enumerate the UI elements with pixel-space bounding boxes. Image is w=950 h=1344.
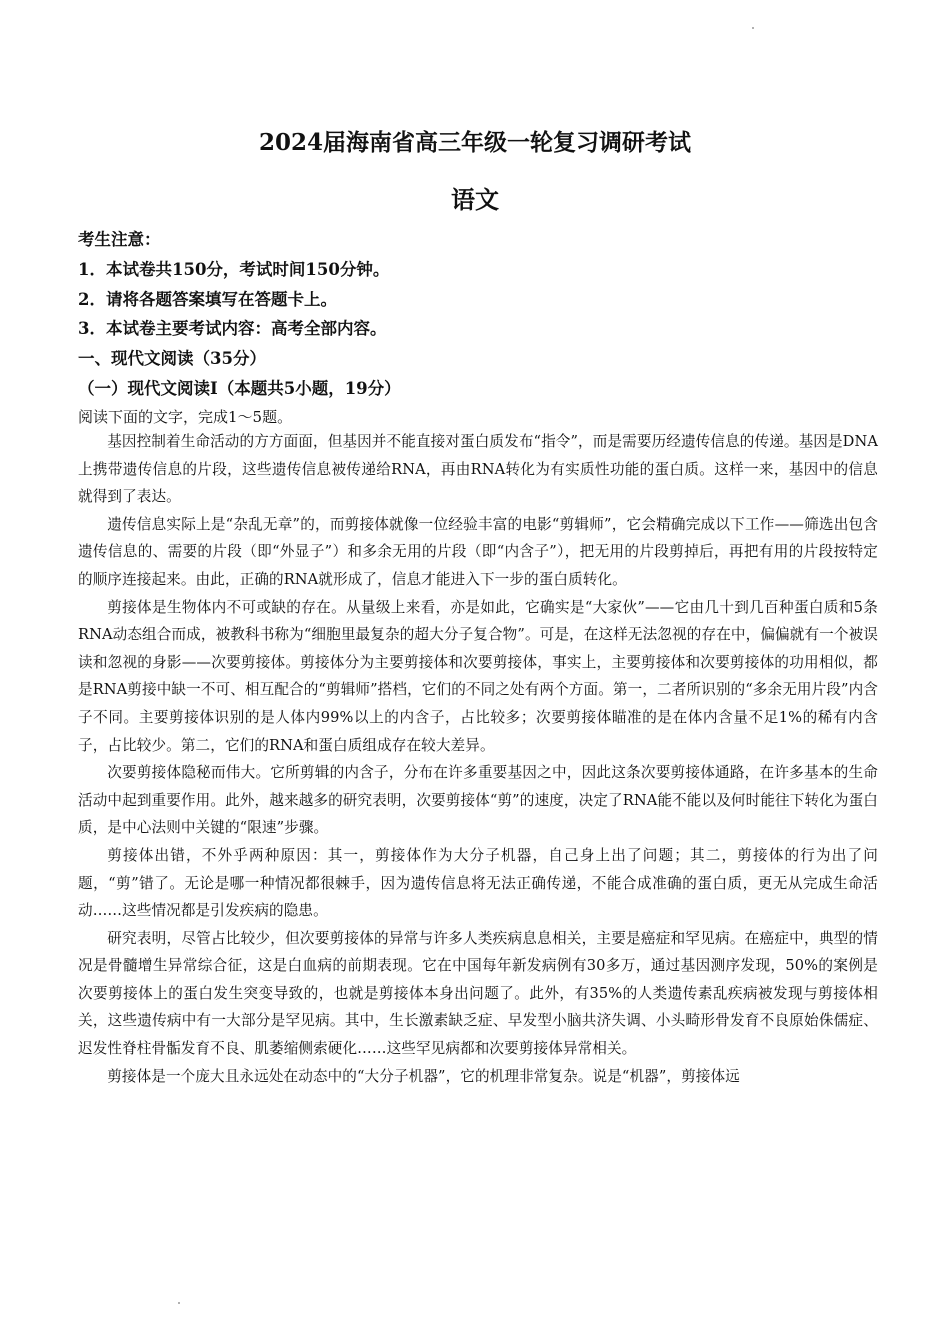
exam-title: 2024届海南省高三年级一轮复习调研考试 — [258, 129, 691, 156]
scan-dot — [752, 27, 754, 29]
reading-passage — [78, 428, 878, 1090]
passage-paragraph: 剪接体是一个庞大且永远处在动态中的“大分子机器”，它的机理非常复杂。说是“机器”，剪接体远 — [107, 1067, 740, 1085]
notice-block — [78, 225, 878, 431]
notice-heading: 考生注意： — [78, 230, 161, 249]
passage-paragraph: 基因控制着生命活动的方方面面，但基因并不能直接对蛋白质发布“指令”，而是需要历经遗传信息的传递。基因是DNA上携带遗传信息的片段，这些遗传信息被传递给RNA，再由RNA转化为有实质性功能的蛋白质。这样一来，基因中的信息就得到了表达。 — [78, 433, 878, 506]
section-title: 一、现代文阅读（35分） — [78, 349, 266, 369]
scan-dot — [178, 1302, 180, 1304]
notice-item: 2．请将各题答案填写在答题卡上。 — [78, 289, 337, 309]
exam-subject: 语文 — [451, 185, 499, 214]
passage-paragraph: 剪接体是生物体内不可或缺的存在。从量级上来看，亦是如此，它确实是“大家伙”——它由几十到几百种蛋白质和5条RNA动态组合而成，被教科书称为“细胞里最复杂的超大分子复合物”。可是，在这样无法忽视的存在中，偏偏就有一个被误读和忽视的身影——次要剪接体。剪接体分为主要剪接体和次要剪接体，事实上，主要剪接体和次要剪接体的功用相似，都是RNA剪接中缺一不可、相互配合的“剪辑师”搭档，它们的不同之处有两个方面。第一，二者所识别的“多余无用片段”内含子不同。主要剪接体识别的是人体内99%以上的内含子，占比较多；次要剪接体瞄准的是在体内含量不足1%的稀有内含子，占比较少。第二，它们的RNA和蛋白质组成存在较大差异。 — [78, 598, 878, 754]
section-subtitle: （一）现代文阅读I（本题共5小题，19分） — [78, 378, 401, 398]
passage-paragraph: 研究表明，尽管占比较少，但次要剪接体的异常与许多人类疾病息息相关，主要是癌症和罕见病。在癌症中，典型的情况是骨髓增生异常综合征，这是白血病的前期表现。它在中国每年新发病例有30多万，通过基因测序发现，50%的案例是次要剪接体上的蛋白发生突变导致的，也就是剪接体本身出问题了。此外，有35%的人类遗传素乱疾病被发现与剪接体相关，这些遗传病中有一大部分是罕见病。其中，生长激素缺乏症、早发型小脑共济失调、小头畸形骨发育不良原始侏儒症、迟发性脊柱骨骺发育不良、肌萎缩侧索硬化……这些罕见病都和次要剪接体异常相关。 — [78, 929, 878, 1058]
notice-item: 3．本试卷主要考试内容：高考全部内容。 — [78, 319, 387, 339]
section-instruction: 阅读下面的文字，完成1～5题。 — [78, 407, 293, 426]
passage-paragraph: 次要剪接体隐秘而伟大。它所剪辑的内含子，分布在许多重要基因之中，因此这条次要剪接体通路，在许多基本的生命活动中起到重要作用。此外，越来越多的研究表明，次要剪接体“剪”的速度，决定了RNA能不能以及何时能往下转化为蛋白质，是中心法则中关键的“限速”步骤。 — [78, 764, 878, 837]
passage-paragraph: 遗传信息实际上是“杂乱无章”的，而剪接体就像一位经验丰富的电影“剪辑师”，它会精确完成以下工作——筛选出包含遗传信息的、需要的片段（即“外显子”）和多余无用的片段（即“内含子”），把无用的片段剪掉后，再把有用的片段按特定的顺序连接起来。由此，正确的RNA就形成了，信息才能进入下一步的蛋白质转化。 — [78, 515, 878, 588]
notice-item: 1．本试卷共150分，考试时间150分钟。 — [78, 259, 390, 279]
passage-paragraph: 剪接体出错，不外乎两种原因：其一，剪接体作为大分子机器，自己身上出了问题；其二，剪接体的行为出了问题，“剪”错了。无论是哪一种情况都很棘手，因为遗传信息将无法正确传递，不能合成准确的蛋白质，更无从完成生命活动……这些情况都是引发疾病的隐患。 — [78, 846, 878, 920]
